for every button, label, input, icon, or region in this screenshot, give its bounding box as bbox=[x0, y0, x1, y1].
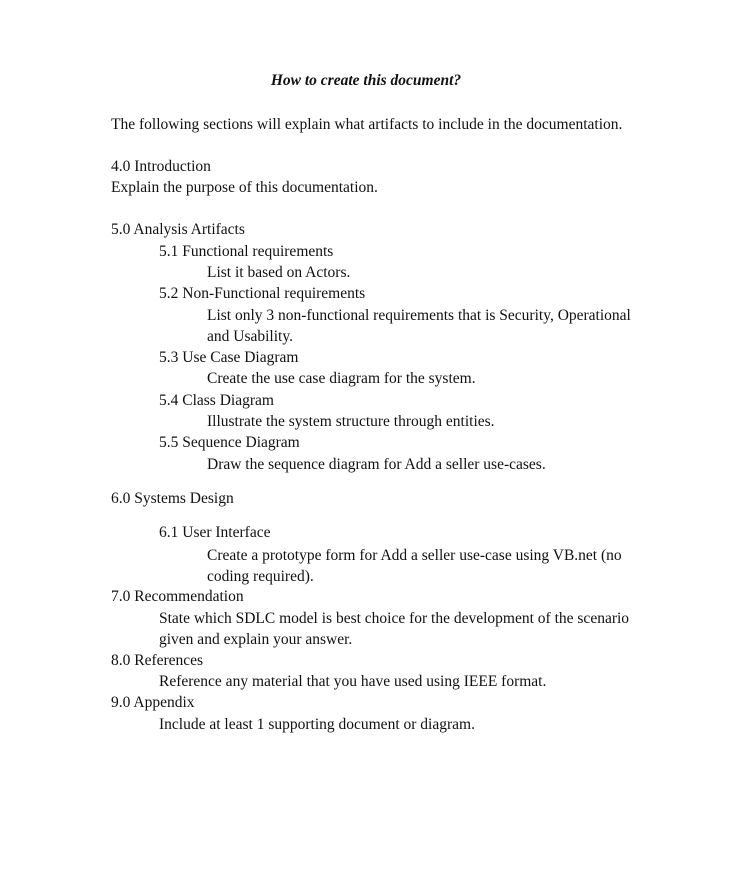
section-5-4-heading: 5.4 Class Diagram bbox=[159, 392, 274, 409]
intro-paragraph: The following sections will explain what artifacts to include in the documentation. bbox=[111, 116, 623, 133]
section-7-body: State which SDLC model is best choice for the development of the scenario given and explain your answer. bbox=[159, 610, 630, 648]
section-9-body: Include at least 1 supporting document or diagram. bbox=[159, 716, 475, 733]
section-5-4-body: Illustrate the system structure through entities. bbox=[207, 413, 495, 430]
section-6-1-heading: 6.1 User Interface bbox=[159, 524, 271, 541]
section-5-1-heading: 5.1 Functional requirements bbox=[159, 243, 334, 260]
section-6-1-body: Create a prototype form for Add a seller use-case using VB.net (no coding required). bbox=[207, 547, 622, 585]
section-4-body: Explain the purpose of this documentation. bbox=[111, 179, 378, 196]
section-5-2-body: List only 3 non-functional requirements that is Security, Operational and Usability. bbox=[207, 307, 631, 345]
section-9-heading: 9.0 Appendix bbox=[111, 694, 195, 711]
section-7-heading: 7.0 Recommendation bbox=[111, 588, 244, 605]
section-6-heading: 6.0 Systems Design bbox=[111, 490, 234, 507]
section-8-body: Reference any material that you have used using IEEE format. bbox=[159, 673, 547, 690]
section-8-heading: 8.0 References bbox=[111, 652, 204, 669]
section-5-heading: 5.0 Analysis Artifacts bbox=[111, 221, 245, 238]
document-title: How to create this document? bbox=[270, 72, 462, 89]
section-5-2-heading: 5.2 Non-Functional requirements bbox=[159, 285, 366, 302]
section-5-3-body: Create the use case diagram for the system. bbox=[207, 370, 476, 387]
section-4-heading: 4.0 Introduction bbox=[111, 158, 211, 175]
section-5-1-body: List it based on Actors. bbox=[207, 264, 351, 281]
section-5-5-body: Draw the sequence diagram for Add a seller use-cases. bbox=[207, 456, 546, 473]
section-5-3-heading: 5.3 Use Case Diagram bbox=[159, 349, 299, 366]
section-5-5-heading: 5.5 Sequence Diagram bbox=[159, 434, 300, 451]
